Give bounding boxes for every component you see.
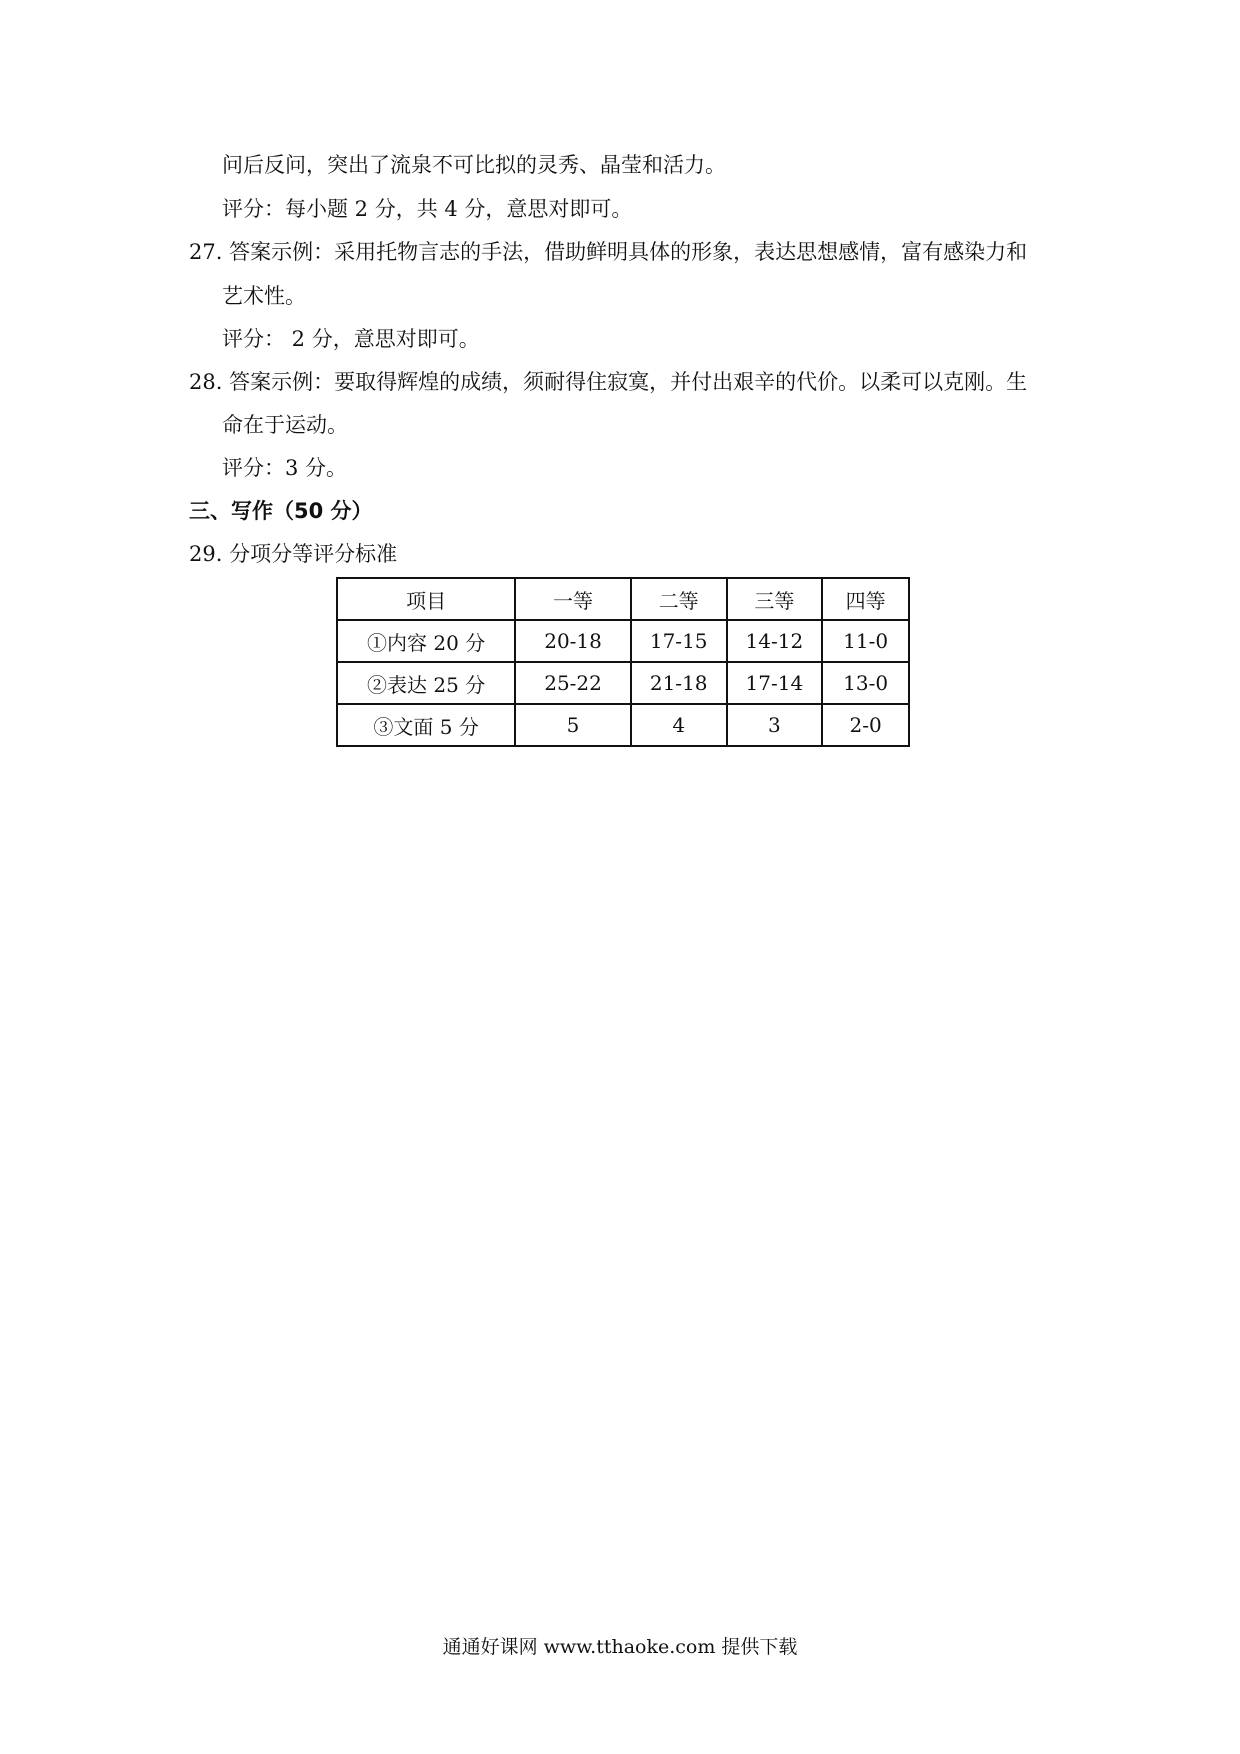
table-cell: 25-22 [515,662,631,704]
table-cell: ②表达 25 分 [337,662,515,704]
table-cell: 11-0 [822,620,909,662]
table-cell: 13-0 [822,662,909,704]
header-item: 项目 [337,578,515,620]
table-cell: 17-14 [727,662,823,704]
q28-answer-line-2: 命在于运动。 [222,413,348,437]
q27-scoring-note: 评分： 2 分，意思对即可。 [222,327,480,351]
header-grade-4: 四等 [822,578,909,620]
table-cell: 14-12 [727,620,823,662]
table-cell: 20-18 [515,620,631,662]
q28-scoring-note: 评分：3 分。 [222,456,348,480]
q26-answer-continuation: 问后反问，突出了流泉不可比拟的灵秀、晶莹和活力。 [222,153,726,177]
table-cell: 5 [515,704,631,746]
q29-title: 29. 分项分等评分标准 [189,542,398,566]
table-cell: 4 [631,704,727,746]
table-header-row [337,578,909,620]
table-cell: 21-18 [631,662,727,704]
header-grade-3: 三等 [727,578,823,620]
section-heading-writing: 三、写作（50 分） [189,499,373,523]
q27-answer-line-2: 艺术性。 [222,284,306,308]
header-grade-2: 二等 [631,578,727,620]
table-cell: 3 [727,704,823,746]
q28-answer-line-1: 28. 答案示例：要取得辉煌的成绩，须耐得住寂寞，并付出艰辛的代价。以柔可以克刚。生 [189,370,1028,394]
table-cell: ③文面 5 分 [337,704,515,746]
grading-standard-table [336,577,910,747]
header-grade-1: 一等 [515,578,631,620]
table-cell: ①内容 20 分 [337,620,515,662]
table-cell: 2-0 [822,704,909,746]
q27-answer-line-1: 27. 答案示例：采用托物言志的手法，借助鲜明具体的形象，表达思想感情，富有感染力和 [189,240,1028,264]
page-footer: 通通好课网 www.tthaoke.com 提供下载 [442,1636,798,1658]
table-cell: 17-15 [631,620,727,662]
q26-scoring-note: 评分：每小题 2 分，共 4 分，意思对即可。 [222,197,633,221]
table-row-expression [337,662,909,704]
table-row-content [337,620,909,662]
table-row-presentation [337,704,909,746]
